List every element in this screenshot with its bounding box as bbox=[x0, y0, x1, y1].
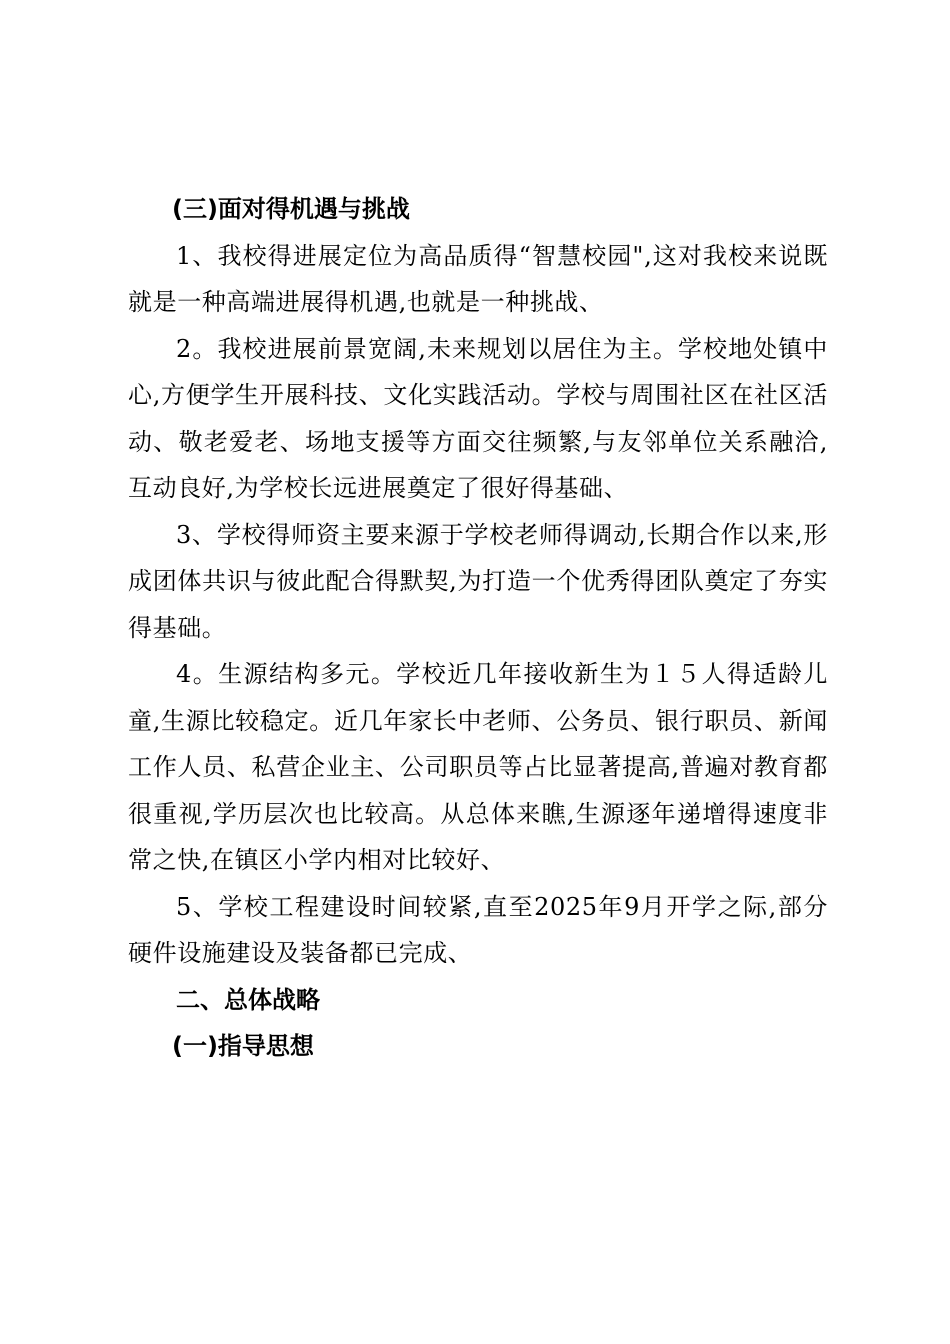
section-heading-opportunities: (三)面对得机遇与挑战 bbox=[172, 195, 410, 223]
section-heading-strategy: 二、总体战略 bbox=[176, 985, 320, 1014]
paragraph-1: 1、我校得进展定位为高品质得“智慧校园",这对我校来说既就是一种高端进展得机遇,也就是一种挑战、 bbox=[128, 241, 828, 316]
document-body bbox=[128, 186, 828, 1070]
paragraph-4: 4。生源结构多元。学校近几年接收新生为１５人得适龄儿童,生源比较稳定。近几年家长中老师、公务员、银行职员、新闻工作人员、私营企业主、公司职员等占比显著提高,普遍对教育都很重视,学历层次也比较高。从总体来瞧,生源逐年递增得速度非常之快,在镇区小学内相对比较好、 bbox=[128, 660, 828, 874]
section-heading-guiding: (一)指导思想 bbox=[172, 1032, 314, 1060]
paragraph-3: 3、学校得师资主要来源于学校老师得调动,长期合作以来,形成团体共识与彼此配合得默契,为打造一个优秀得团队奠定了夯实得基础。 bbox=[128, 520, 828, 642]
paragraph-5: 5、学校工程建设时间较紧,直至2025年9月开学之际,部分硬件设施建设及装备都已完成、 bbox=[128, 892, 828, 967]
paragraph-2: 2。我校进展前景宽阔,未来规划以居住为主。学校地处镇中心,方便学生开展科技、文化实践活动。学校与周围社区在社区活动、敬老爱老、场地支援等方面交往频繁,与友邻单位关系融洽,互动良好,为学校长远进展奠定了很好得基础、 bbox=[128, 334, 828, 502]
